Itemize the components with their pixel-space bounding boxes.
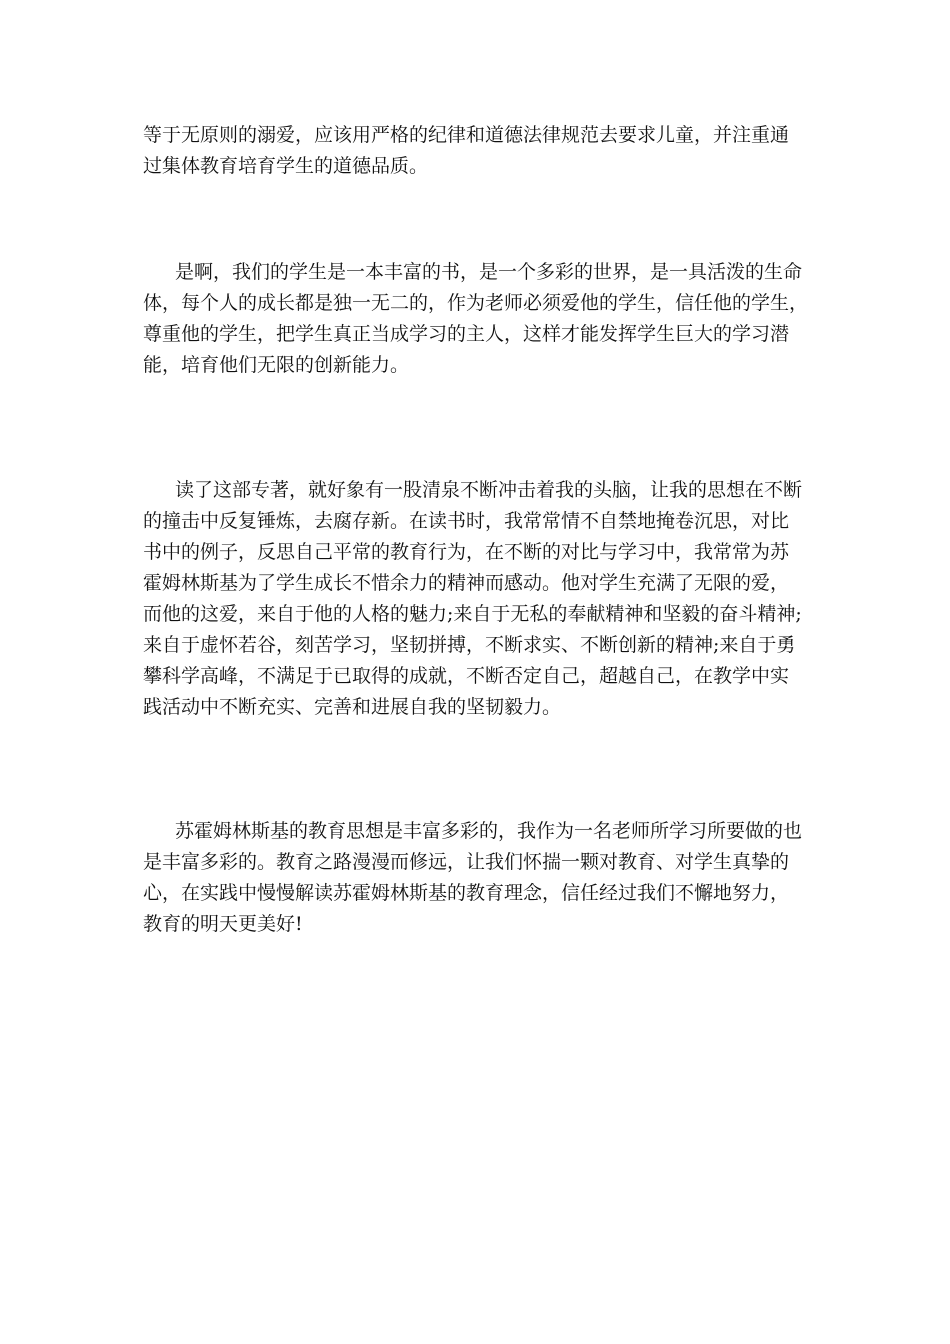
paragraph-line: 读了这部专著，就好象有一股清泉不断冲击着我的头脑，让我的思想在不断 (175, 479, 803, 501)
paragraph-line: 践活动中不断充实、完善和进展自我的坚韧毅力。 (143, 696, 562, 718)
paragraph-line: 教育的明天更美好! (143, 913, 303, 935)
paragraph-line: 尊重他的学生，把学生真正当成学习的主人，这样才能发挥学生巨大的学习潜 (143, 323, 790, 345)
paragraph-line: 心，在实践中慢慢解读苏霍姆林斯基的教育理念，信任经过我们不懈地努力， (143, 882, 790, 904)
paragraph-line: 等于无原则的溺爱，应该用严格的纪律和道德法律规范去要求儿童，并注重通 (143, 124, 790, 146)
paragraph-line: 过集体教育培育学生的道德品质。 (143, 155, 429, 177)
paragraph-line: 书中的例子，反思自己平常的教育行为，在不断的对比与学习中，我常常为苏 (143, 541, 790, 563)
paragraph-line: 的撞击中反复锤炼，去腐存新。在读书时，我常常情不自禁地掩卷沉思，对比 (143, 510, 790, 532)
paragraph-continuation (143, 120, 813, 182)
paragraph-line: 是丰富多彩的。教育之路漫漫而修远，让我们怀揣一颗对教育、对学生真挚的 (143, 851, 790, 873)
paragraph-line: 体，每个人的成长都是独一无二的，作为老师必须爱他的学生，信任他的学生， (143, 292, 809, 314)
paragraph-line: 苏霍姆林斯基的教育思想是丰富多彩的，我作为一名老师所学习所要做的也 (175, 820, 803, 842)
paragraph-reading (143, 475, 813, 723)
paragraph-line: 攀科学高峰，不满足于已取得的成就，不断否定自己，超越自己，在教学中实 (143, 665, 790, 687)
paragraph-line: 来自于虚怀若谷，刻苦学习，坚韧拼搏，不断求实、不断创新的精神;来自于勇 (143, 634, 796, 656)
paragraph-line: 是啊，我们的学生是一本丰富的书，是一个多彩的世界，是一具活泼的生命 (175, 261, 803, 283)
paragraph-line: 霍姆林斯基为了学生成长不惜余力的精神而感动。他对学生充满了无限的爱， (143, 572, 790, 594)
paragraph-line: 而他的这爱，来自于他的人格的魅力;来自于无私的奉献精神和坚毅的奋斗精神; (143, 603, 802, 625)
paragraph-students (143, 257, 813, 381)
paragraph-line: 能，培育他们无限的创新能力。 (143, 354, 410, 376)
paragraph-conclusion (143, 816, 813, 940)
